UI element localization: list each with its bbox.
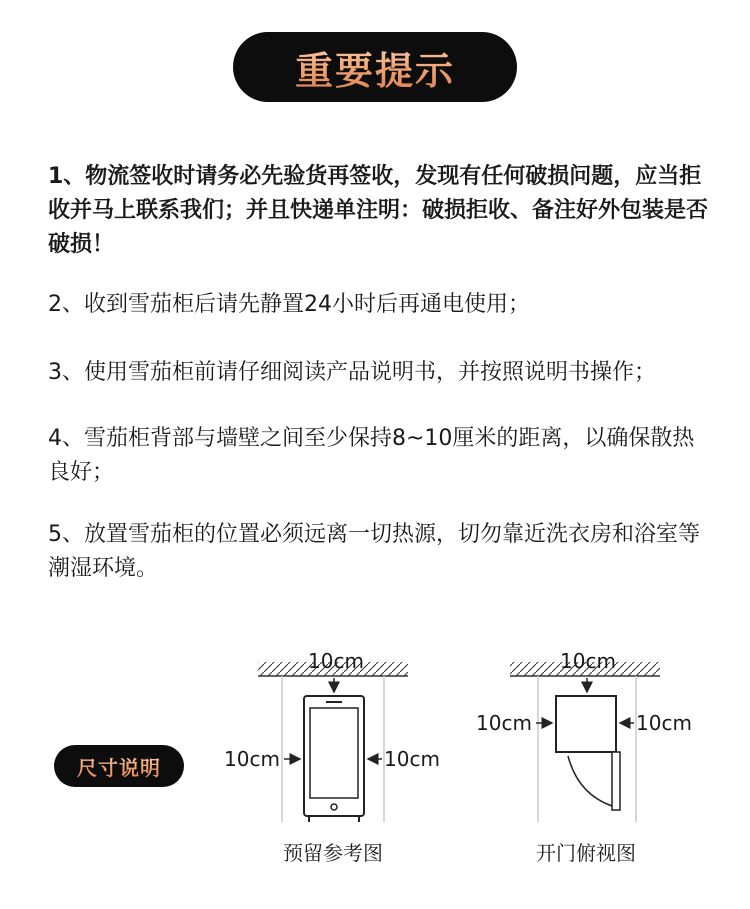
- cabinet-top: [556, 696, 616, 752]
- front-left-label: 10cm: [224, 747, 280, 771]
- front-diagram: [224, 649, 440, 865]
- note-1: 1、物流签收时请务必先验货再签收，发现有任何破损问题，应当拒收并马上联系我们；并且快递单注明：破损拒收、备注好外包装是否破损！: [48, 164, 709, 257]
- cabinet-door-open: [612, 752, 620, 810]
- note-4: 4、雪茄柜背部与墙壁之间至少保持8~10厘米的距离，以确保散热良好；: [48, 426, 695, 485]
- note-2: 2、收到雪茄柜后请先静置24小时后再通电使用；: [48, 292, 530, 317]
- note-5: 5、放置雪茄柜的位置必须远离一切热源，切勿靠近洗衣房和浴室等潮湿环境。: [48, 522, 700, 581]
- size-label: 尺寸说明: [77, 752, 161, 781]
- top-caption: 开门俯视图: [536, 841, 636, 865]
- front-top-label: 10cm: [308, 649, 364, 673]
- door-swing-arc: [568, 756, 612, 806]
- top-top-label: 10cm: [560, 649, 616, 673]
- top-right-label: 10cm: [636, 711, 692, 735]
- page-title: 重要提示: [295, 40, 455, 95]
- front-right-label: 10cm: [384, 747, 440, 771]
- top-diagram: [476, 649, 692, 865]
- note-3: 3、使用雪茄柜前请仔细阅读产品说明书，并按照说明书操作；: [48, 360, 656, 385]
- top-left-label: 10cm: [476, 711, 532, 735]
- front-caption: 预留参考图: [283, 841, 383, 865]
